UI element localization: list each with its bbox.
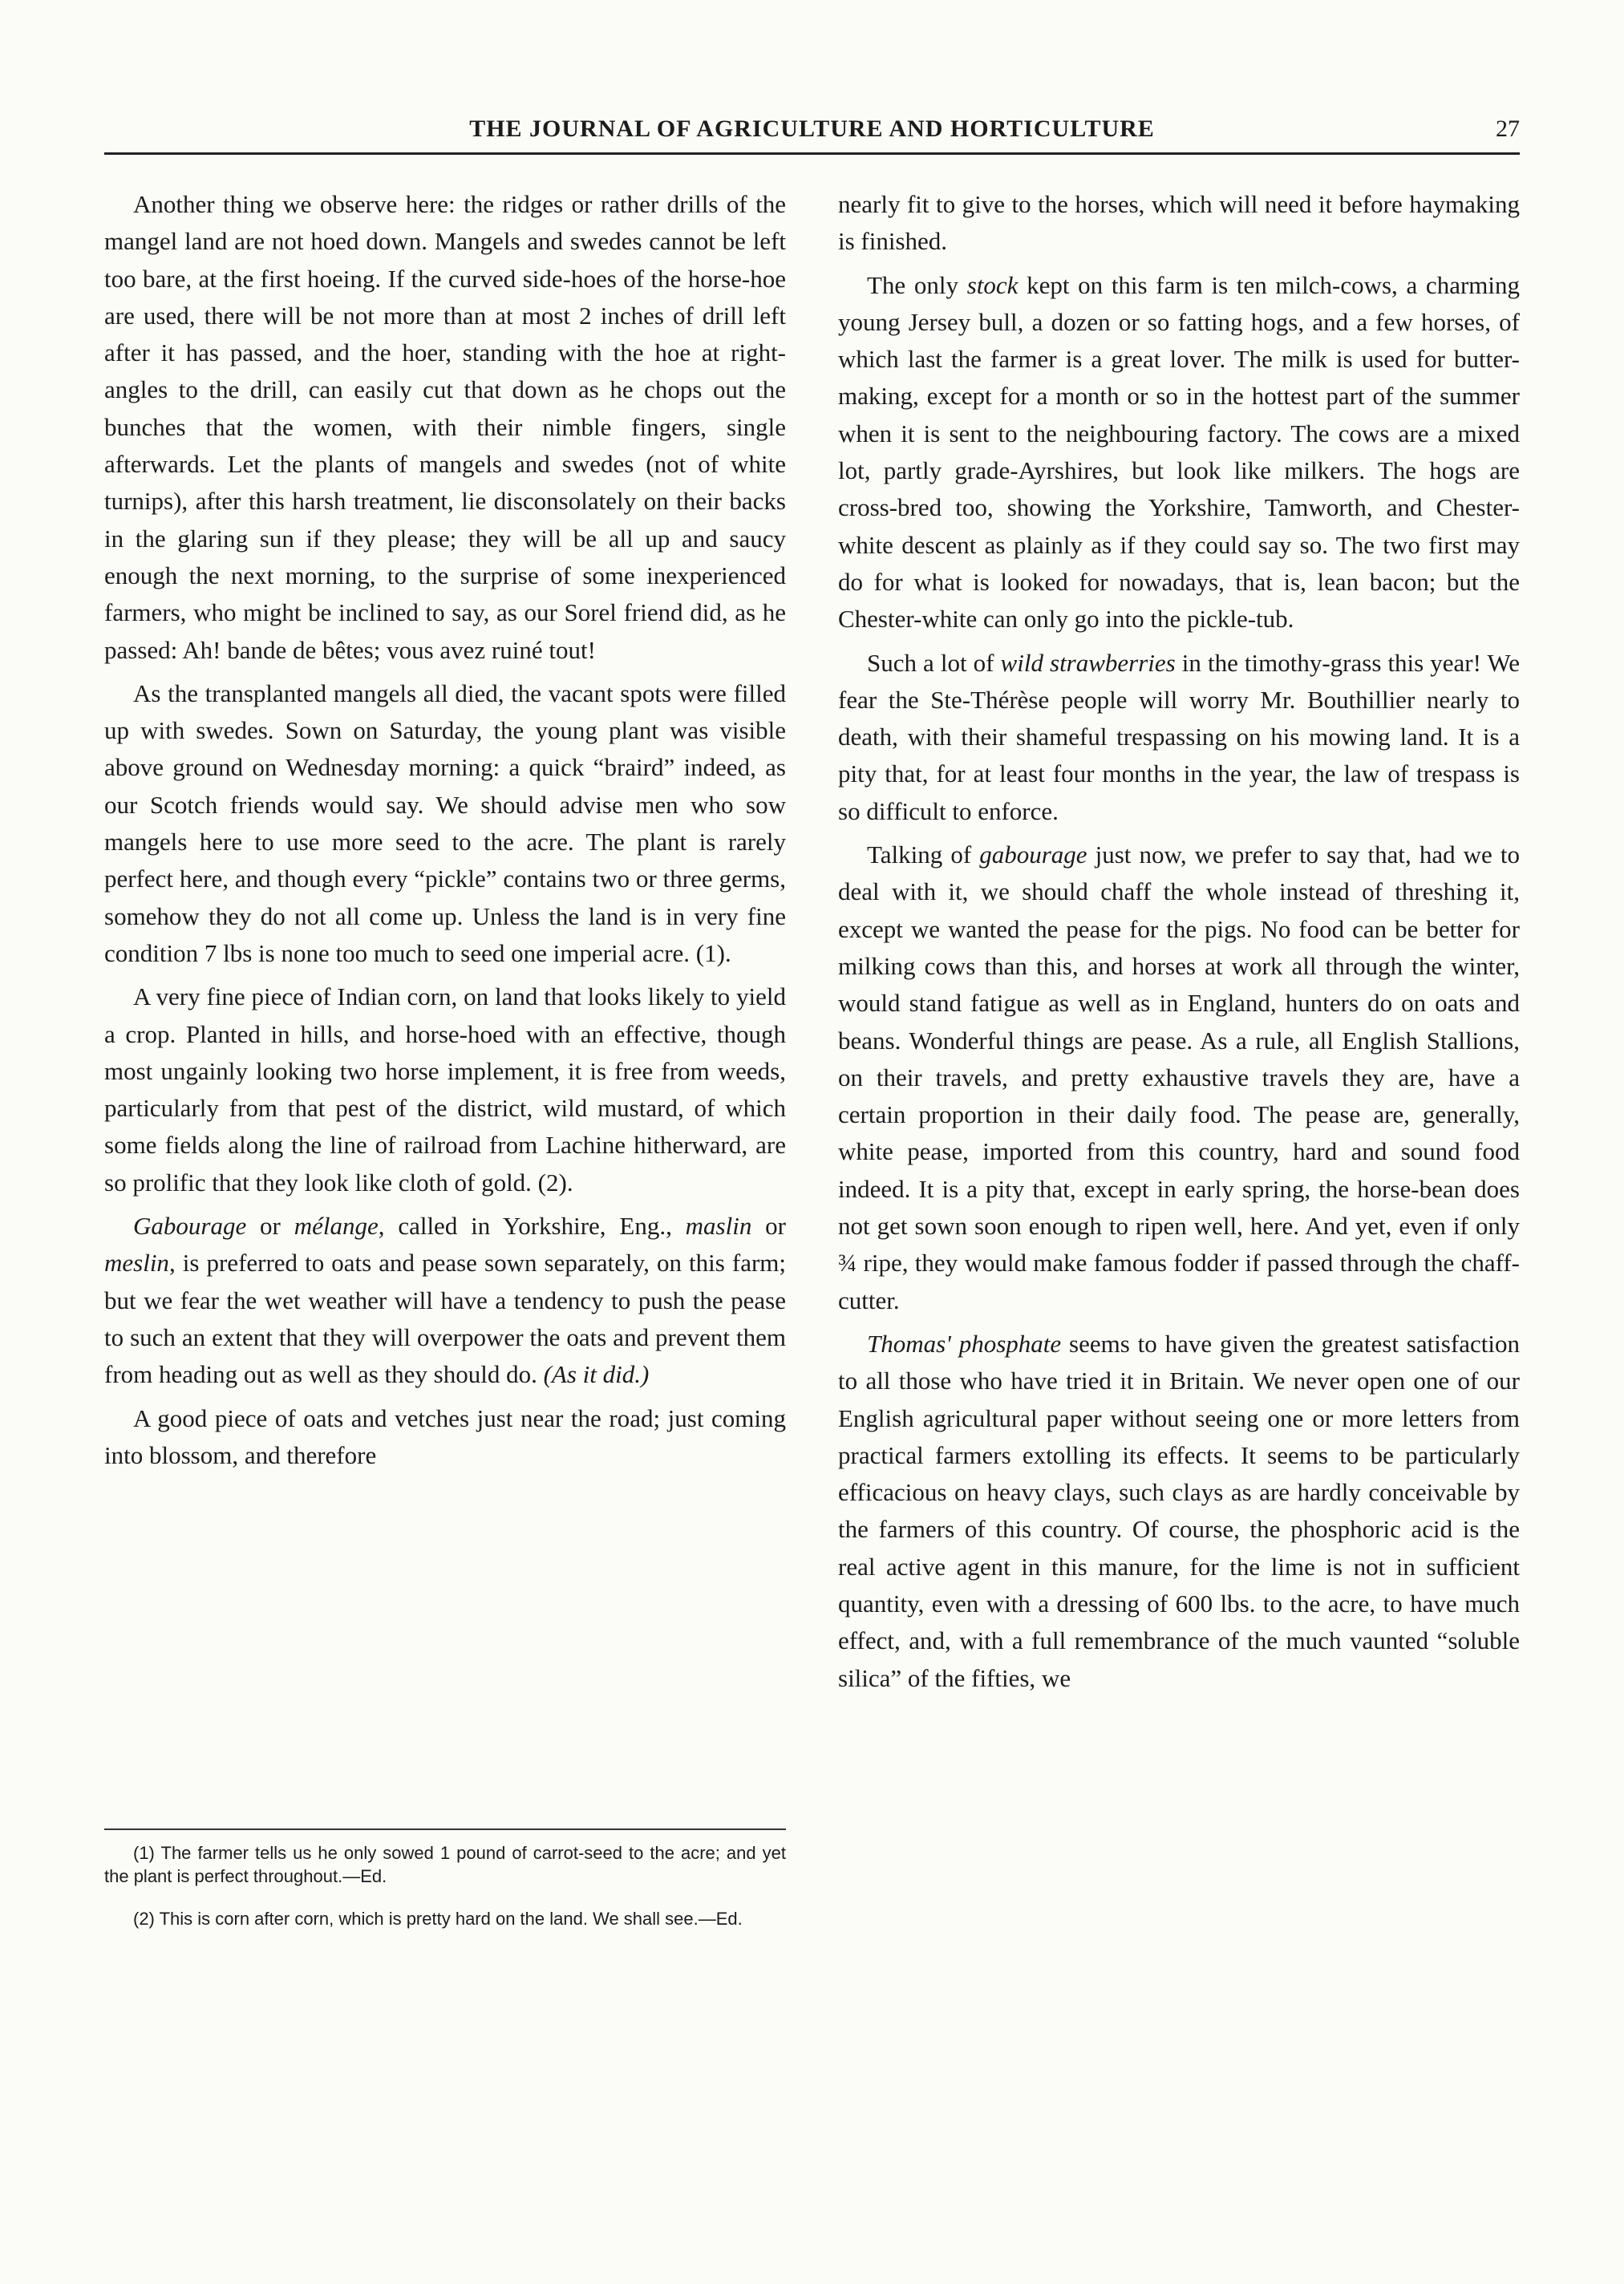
footnote-2: (2) This is corn after corn, which is pretty hard on the land. We shall see.—Ed. <box>133 1909 743 1929</box>
term-melange: mélange <box>294 1212 379 1241</box>
paragraph-continued: nearly fit to give to the horses, which will need it before haymaking is finished. <box>838 190 1520 256</box>
left-column <box>104 186 786 1480</box>
footnotes <box>104 1828 786 1950</box>
page-number: 27 <box>1496 115 1520 142</box>
term-gabourage-2: gabourage <box>979 840 1087 869</box>
paragraph-transplanted-mangels: As the transplanted mangels all died, the vacant spots were filled up with swedes. Sown on Saturday, the young plant was visible above ground on Wednesday morning: a quick “braird” indeed, as our Scotch friends would say. We should advise men who sow mangels here to use more seed to the acre. The plant is rarely perfect here, and though every “pickle” contains two or three germs, somehow they do not all come up. Unless the land is in very fine condition 7 lbs is none too much to seed one imperial acre. (1). <box>104 678 786 967</box>
paragraph-thomas-phosphate: Thomas' phosphate seems to have given the greatest satisfaction to all those who have tried it in Britain. We never open one of our English agricultural paper without seeing one or more letters from practical farmers extolling its effects. It seems to be particularly efficacious on heavy clays, such clays as are hardly conceivable by the farmers of this country. Of course, the phosphoric acid is the real active agent in this manure, for the lime is not in sufficient quantity, even with a dressing of 600 lbs. to the acre, to have much effect, and, with a full remembrance of the much vaunted “soluble silica” of the fifties, we <box>838 1329 1520 1692</box>
journal-title: THE JOURNAL OF AGRICULTURE AND HORTICULTURE <box>469 115 1155 142</box>
paragraph-indian-corn: A very fine piece of Indian corn, on land that looks likely to yield a crop. Planted in hills, and horse-hoed with an effective, though most ungainly looking two horse implement, it is free from weeds, particularly from that pest of the district, wild mustard, of which some fields along the line of railroad from Lachine hitherward, are so prolific that they look like cloth of gold. (2). <box>104 982 786 1197</box>
paragraph-wild-strawberries: Such a lot of wild strawberries in the timothy-grass this year! We fear the Ste-Thérèse people will worry Mr. Bouthillier nearly to death, with their shameful trespassing on his mowing land. It is a pity that, for at least four months in the year, the law of trespass is so difficult to enforce. <box>838 648 1520 825</box>
paragraph-mangel-drills: Another thing we observe here: the ridges or rather drills of the mangel land are not hoed down. Mangels and swedes cannot be left too bare, at the first hoeing. If the curved side-hoes of the horse-hoe are used, there will be not more than at most 2 inches of drill left after it has passed, and the hoer, standing with the hoe at right-angles to the drill, can easily cut that down as he chops out the bunches that the women, with their nimble fingers, single afterwards. Let the plants of mangels and swedes (not of white turnips), after this harsh treatment, lie disconsolately on their backs in the glaring sun if they please; they will be all up and saucy enough the next morning, to the surprise of some inexperienced farmers, who might be inclined to say, as our Sorel friend did, as he passed: Ah! bande de bêtes; vous avez ruiné tout! <box>104 190 786 664</box>
term-meslin: meslin <box>104 1249 169 1278</box>
right-column <box>838 186 1520 1703</box>
running-header <box>104 112 1520 155</box>
editor-note: (As it did.) <box>543 1360 650 1389</box>
paragraph-talking-gabourage: Talking of gabourage just now, we prefer to say that, had we to deal with it, we should chaff the whole instead of threshing it, except we wanted the pease for the pigs. No food can be better for milking cows than this, and horses at work all through the winter, would stand fatigue as well as in England, hunters do on oats and beans. Wonderful things are pease. As a rule, all English Stallions, on their travels, and pretty exhaustive travels they are, have a certain proportion in their daily food. The pease are, generally, white pease, imported from this country, hard and sound food indeed. It is a pity that, except in early spring, the horse-bean does not get sown soon enough to ripen well, here. And yet, even if only ¾ ripe, they would make famous fodder if passed through the chaff-cutter. <box>838 840 1520 1314</box>
paragraph-stock: The only stock kept on this farm is ten milch-cows, a charming young Jersey bull, a dozen or so fatting hogs, and a few horses, of which last the farmer is a great lover. The milk is used for butter-making, except for a month or so in the hottest part of the summer when it is sent to the neighbouring factory. The cows are a mixed lot, partly grade-Ayrshires, but look like milkers. The hogs are cross-bred too, showing the Yorkshire, Tamworth, and Chester-white descent as plainly as if they could say so. The two first may do for what is looked for nowadays, that is, lean bacon; but the Chester-white can only go into the pickle-tub. <box>838 270 1521 634</box>
term-thomas-phosphate: Thomas' phosphate <box>867 1329 1062 1358</box>
footnote-1: (1) The farmer tells us he only sowed 1 pound of carrot-seed to the acre; and yet the plant is perfect throughout.—Ed. <box>104 1843 786 1886</box>
term-stock: stock <box>966 270 1019 299</box>
term-gabourage: Gabourage <box>133 1212 247 1241</box>
term-maslin: maslin <box>685 1212 752 1241</box>
term-wild-strawberries: wild strawberries <box>1000 648 1176 677</box>
paragraph-oats-vetches: A good piece of oats and vetches just near the road; just coming into blossom, and therefore <box>104 1403 786 1469</box>
paragraph-gabourage: Gabourage or mélange, called in Yorkshire, Eng., maslin or meslin, is preferred to oats and pease sown separately, on this farm; but we fear the wet weather will have a tendency to push the pease to such an extent that they will overpower the oats and prevent them from heading out as well as they should do. (As it did.) <box>104 1212 786 1389</box>
